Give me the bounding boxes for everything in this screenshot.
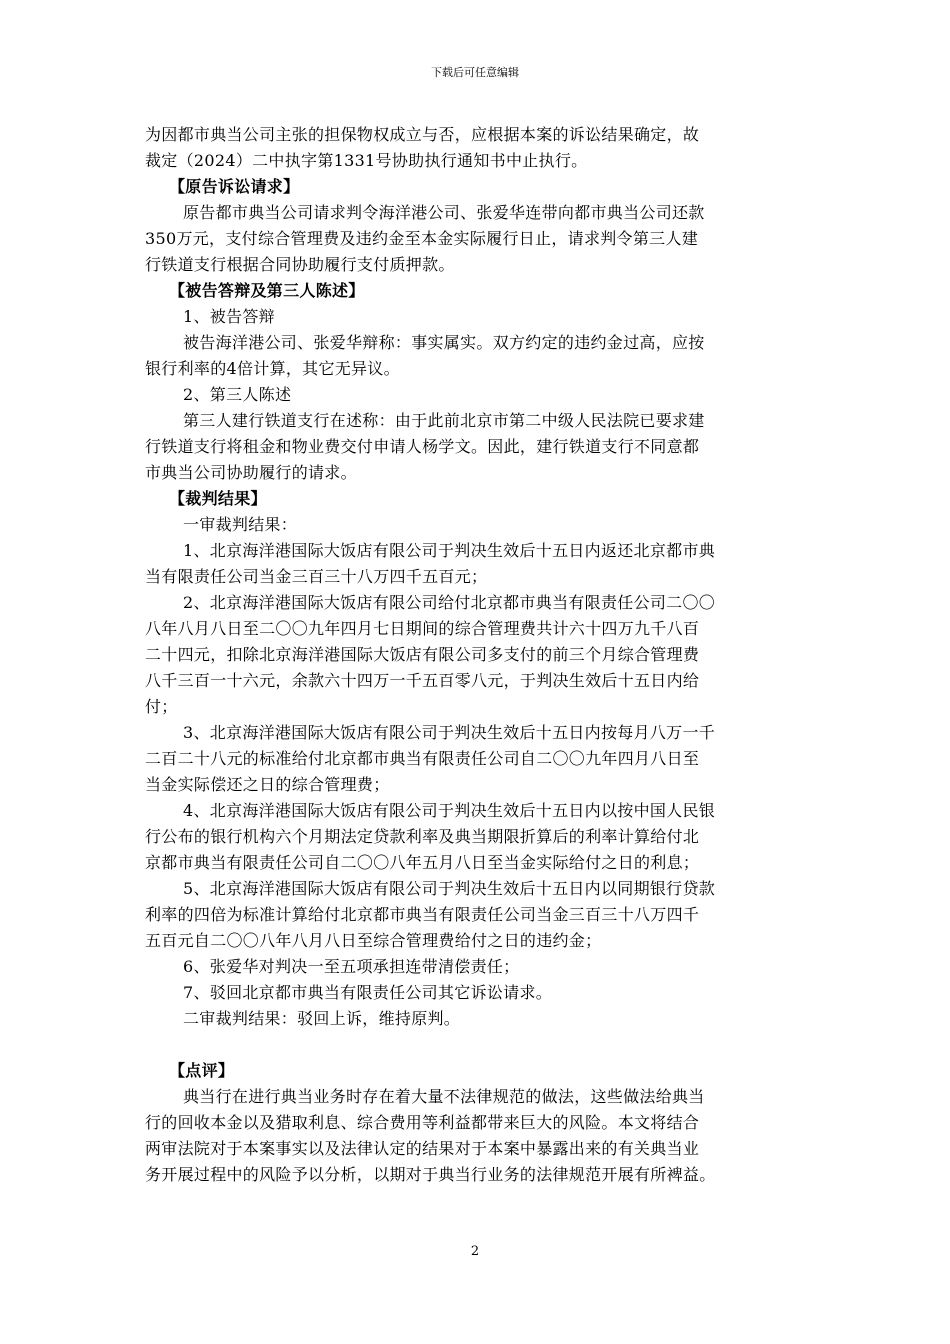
- paragraph-line: 二十四元，扣除北京海洋港国际大饭店有限公司多支付的前三个月综合管理费: [145, 645, 700, 664]
- paragraph-line: 行铁道支行将租金和物业费交付申请人杨学文。因此，建行铁道支行不同意都: [145, 437, 700, 456]
- paragraph-line: 裁定（2024）二中执字第1331号协助执行通知书中止执行。: [145, 151, 588, 170]
- paragraph-line: 二审裁判结果：驳回上诉，维持原判。: [183, 1009, 461, 1028]
- paragraph-line: 二百二十八元的标准给付北京都市典当有限责任公司自二〇〇九年四月八日至: [145, 749, 700, 768]
- section-heading-judgment: 【裁判结果】: [169, 489, 267, 508]
- paragraph-line: 一审裁判结果：: [183, 515, 298, 534]
- list-item: 1、北京海洋港国际大饭店有限公司于判决生效后十五日内返还北京都市典: [183, 541, 716, 560]
- paragraph-line: 两审法院对于本案事实以及法律认定的结果对于本案中暴露出来的有关典当业: [145, 1139, 700, 1158]
- paragraph-line: 八年八月八日至二〇〇九年四月七日期间的综合管理费共计六十四万九千八百: [145, 619, 700, 638]
- paragraph-line: 典当行在进行典当业务时存在着大量不法律规范的做法，这些做法给典当: [183, 1087, 705, 1106]
- paragraph-line: 行公布的银行机构六个月期法定贷款利率及典当期限折算后的利率计算给付北: [145, 827, 700, 846]
- section-heading-defense: 【被告答辩及第三人陈述】: [169, 281, 365, 300]
- subsection-heading: 2、第三人陈述: [183, 385, 292, 404]
- paragraph-line: 行铁道支行根据合同协助履行支付质押款。: [145, 255, 455, 274]
- list-item: 7、驳回北京都市典当有限责任公司其它诉讼请求。: [183, 983, 553, 1002]
- paragraph-line: 350万元，支付综合管理费及违约金至本金实际履行日止，请求判令第三人建: [145, 229, 699, 248]
- paragraph-line: 为因都市典当公司主张的担保物权成立与否，应根据本案的诉讼结果确定，故: [145, 125, 700, 144]
- paragraph-line: 市典当公司协助履行的请求。: [145, 463, 357, 482]
- paragraph-line: 八千三百一十六元，余款六十四万一千五百零八元，于判决生效后十五日内给: [145, 671, 700, 690]
- paragraph-line: 行的回收本金以及猎取利息、综合费用等利益都带来巨大的风险。本文将结合: [145, 1113, 700, 1132]
- list-item: 5、北京海洋港国际大饭店有限公司于判决生效后十五日内以同期银行贷款: [183, 879, 716, 898]
- document-body: [145, 122, 805, 1188]
- paragraph-line: 当金实际偿还之日的综合管理费；: [145, 775, 390, 794]
- subsection-heading: 1、被告答辩: [183, 307, 275, 326]
- section-heading-plaintiff-claims: 【原告诉讼请求】: [169, 177, 300, 196]
- paragraph-line: 银行利率的4倍计算，其它无异议。: [145, 359, 400, 378]
- paragraph-line: 被告海洋港公司、张爱华辩称：事实属实。双方约定的违约金过高，应按: [183, 333, 705, 352]
- list-item: 6、张爱华对判决一至五项承担连带清偿责任；: [183, 957, 520, 976]
- paragraph-line: 第三人建行铁道支行在述称：由于此前北京市第二中级人民法院已要求建: [183, 411, 705, 430]
- page-number: 2: [470, 1244, 480, 1259]
- paragraph-spacer: [145, 1032, 805, 1058]
- page-header: 下载后可任意编辑: [431, 66, 519, 79]
- paragraph-line: 当有限责任公司当金三百三十八万四千五百元；: [145, 567, 488, 586]
- list-item: 3、北京海洋港国际大饭店有限公司于判决生效后十五日内按每月八万一千: [183, 723, 716, 742]
- list-item: 4、北京海洋港国际大饭店有限公司于判决生效后十五日内以按中国人民银: [183, 801, 716, 820]
- section-heading-commentary: 【点评】: [169, 1061, 235, 1080]
- list-item: 2、北京海洋港国际大饭店有限公司给付北京都市典当有限责任公司二〇〇: [183, 593, 716, 612]
- paragraph-line: 付；: [145, 697, 178, 716]
- paragraph-line: 利率的四倍为标准计算给付北京都市典当有限责任公司当金三百三十八万四千: [145, 905, 700, 924]
- paragraph-line: 务开展过程中的风险予以分析，以期对于典当行业务的法律规范开展有所裨益。: [145, 1165, 716, 1184]
- paragraph-line: 五百元自二〇〇八年八月八日至综合管理费给付之日的违约金；: [145, 931, 602, 950]
- paragraph-line: 原告都市典当公司请求判令海洋港公司、张爱华连带向都市典当公司还款: [183, 203, 705, 222]
- paragraph-line: 京都市典当有限责任公司自二〇〇八年五月八日至当金实际给付之日的利息；: [145, 853, 700, 872]
